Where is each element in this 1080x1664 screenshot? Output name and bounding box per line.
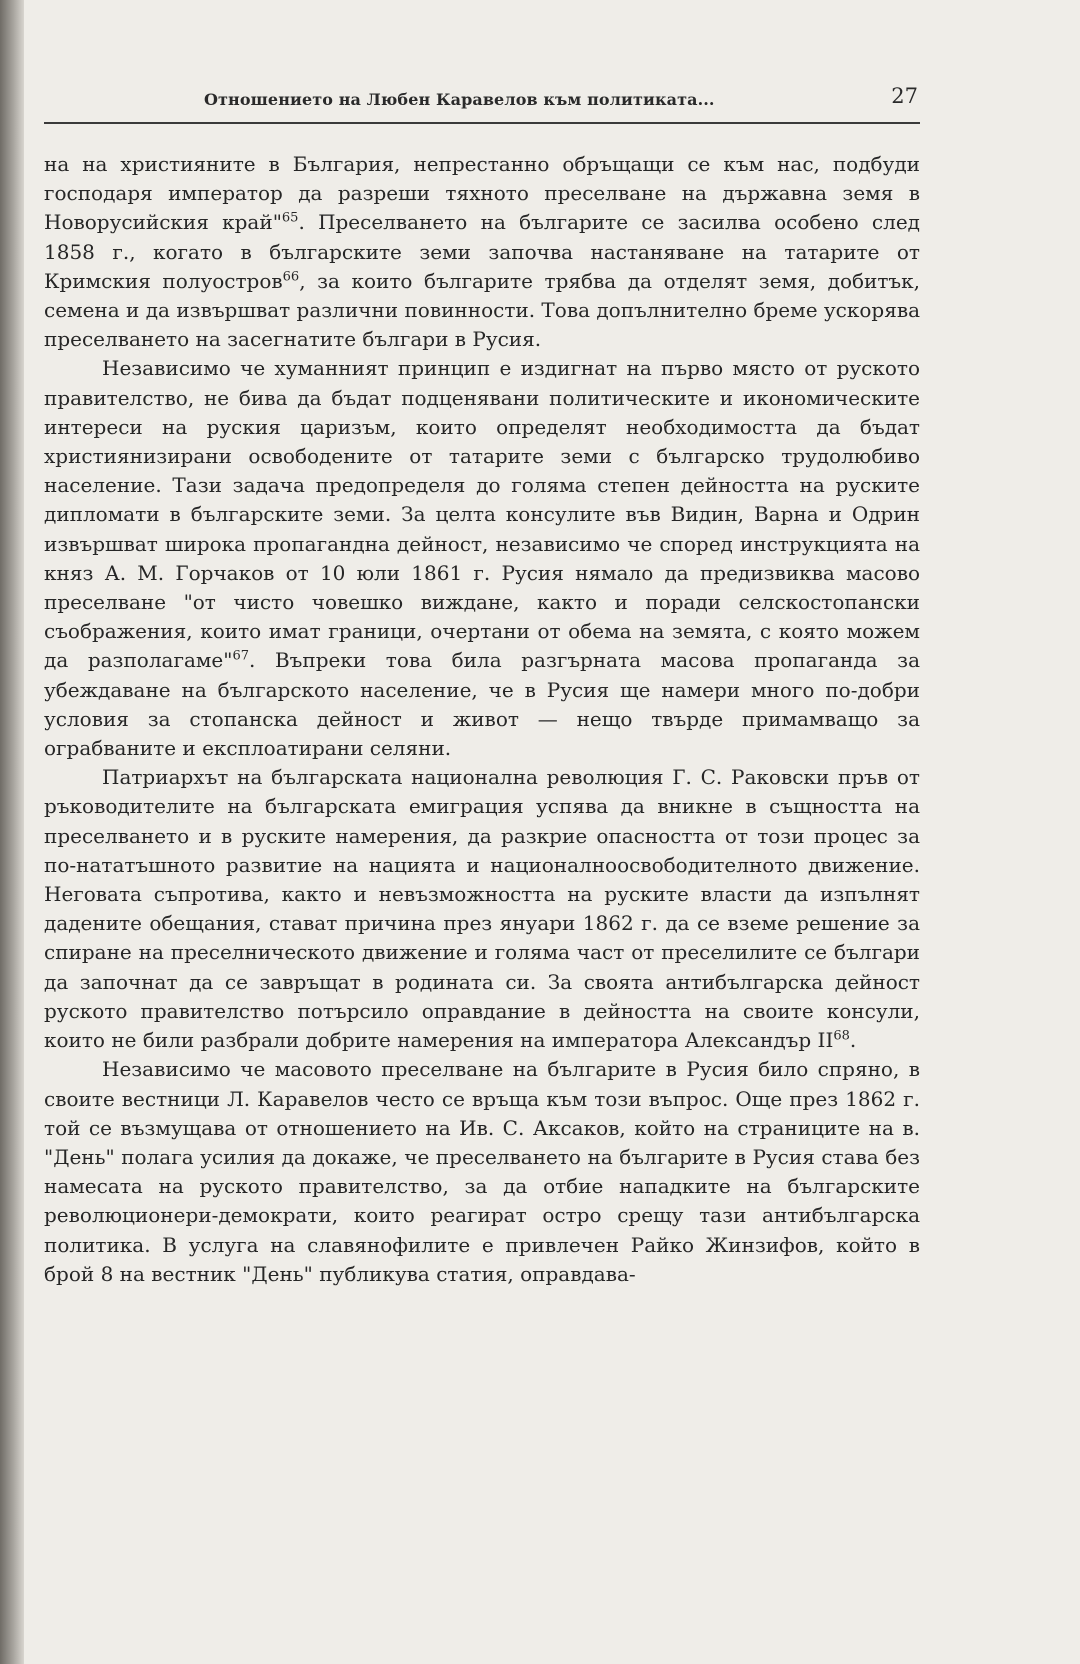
paragraph-3 [44,763,920,1055]
footnote-ref-66: 66 [282,269,300,285]
paragraph-2-text-a: Независимо че хуманният принцип е издигнат на първо място от руското правителство, не бива да бъдат подценявани политическите и икономическите интереси на руския царизъм, които определят необходимостта да бъдат християнизирани освободените от татарите земи с българско трудолюбиво население. Тази задача предопределя до голяма степен дейността на руските дипломати в българските земи. За целта консулите във Видин, Варна и Одрин извършват широка пропагандна дейност, независимо че според инструкцията на княз А. М. Горчаков от 10 юли 1861 г. Русия нямало да предизвиква масово преселване "от чисто човешко виждане, както и поради селскостопански съображения, които имат граници, очертани от обема на земята, с която можем да разполагаме" [44,356,920,673]
paragraph-1 [44,150,920,354]
page-gutter-edge [0,0,24,1664]
footnote-ref-65: 65 [281,210,299,226]
running-title: Отношението на Любен Каравелов към политиката... [204,90,715,109]
paragraph-4 [44,1055,920,1289]
paragraph-2-text-b: . Въпреки това била разгърната масова пропаганда за убеждаване на българското население, че в Русия ще намери много по-добри условия за стопанска дейност и живот — нещо твърде примамващо за ограбваните и експлоатирани селяни. [44,648,920,761]
paragraph-1-text-c: , за които българите трябва да отделят земя, добитък, семена и да извършват различни повинности. Това допълнително бреме ускорява преселването на засегнатите българи в Русия. [44,268,921,352]
paragraph-3-text-a: Патриархът на българската национална революция Г. С. Раковски пръв от ръководителите на българската емиграция успява да вникне в същността на преселването и в руските намерения, да разкрие опасността от този процес за по-нататъшното развитие на нацията и националноосвободителното движение. Неговата съпротива, както и невъзможността на руските власти да изпълнят дадените обещания, стават причина през януари 1862 г. да се вземе решение за спиране на преселническото движение и голяма част от преселилите се българи да започнат да се завръщат в родината си. За своята антибългарска дейност руското правителство потърсило оправдание в дейността на своите консули, които не били разбрали добрите намерения на императора Александър II [44,765,920,1053]
paragraph-1-text-a: на на християните в България, непрестанно обръщащи се към нас, подбуди господаря император да разреши тяхното преселване на държавна земя в Новорусийския край" [44,152,920,235]
body-text [44,150,920,1289]
page-header [44,84,920,124]
paragraph-3-text-b: . [849,1028,857,1053]
footnote-ref-68: 68 [833,1028,850,1044]
page-number: 27 [891,84,918,108]
footnote-ref-67: 67 [232,648,249,664]
paragraph-4-text-a: Независимо че масовото преселване на българите в Русия било спряно, в своите вестници Л. Каравелов често се връща към този въпрос. Още през 1862 г. той се възмущава от отношението на Ив. С. Аксаков, който на страниците на в. "День" полага усилия да докаже, че преселването на българите в Русия става без намесата на руското правителство, за да отбие нападките на българските революционери-демократи, които реагират остро срещу тази антибългарска политика. В услуга на славянофилите е привлечен Райко Жинзифов, който в брой 8 на вестник "День" публикува статия, оправдава- [44,1057,920,1286]
paragraph-2 [44,354,920,763]
paragraph-1-text-b: . Преселването на българите се засилва особено след 1858 г., когато в българските земи започва настаняване на татарите от Кримския полуостров [44,210,920,293]
